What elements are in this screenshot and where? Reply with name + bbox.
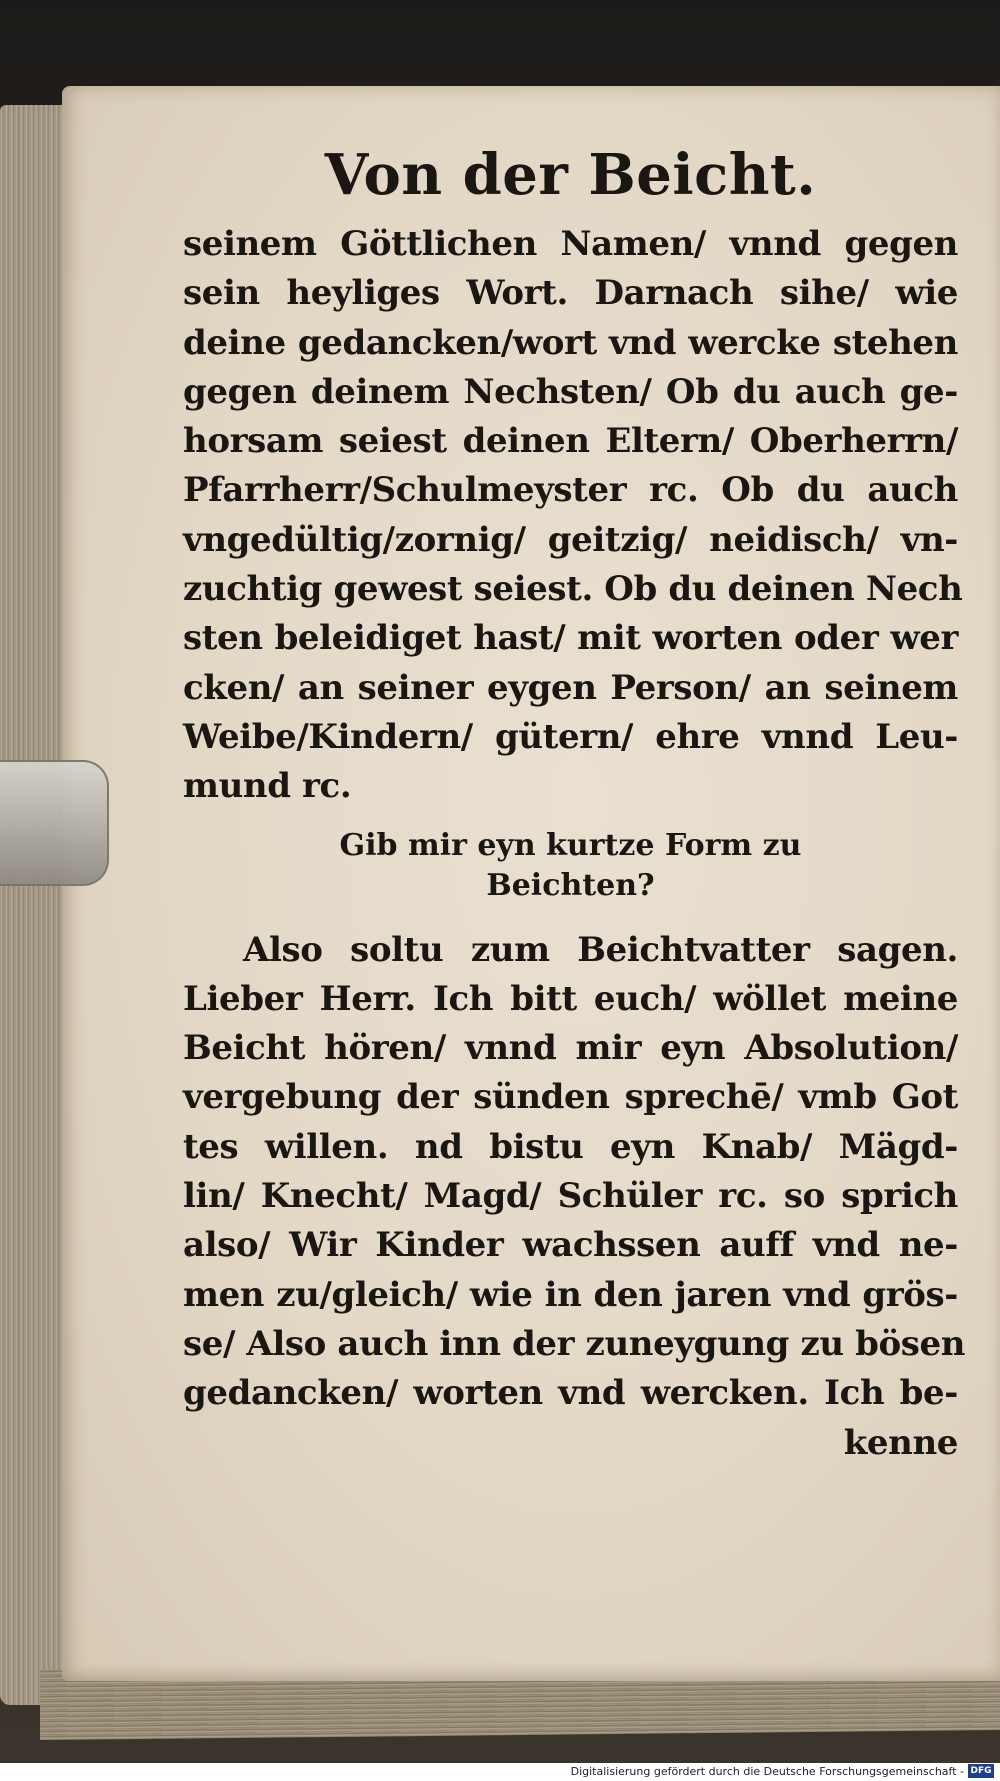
text-line: se/ Also auch inn der zuneygung zu bösen [183,1323,966,1364]
text-line: Lieber Herr. Ich bitt euch/ wöllet meine [183,978,958,1019]
text-line: gedancken/ worten vnd wercken. Ich be- [183,1373,958,1414]
text-line: sein heyliges Wort. Darnach sihe/ wie [183,273,958,314]
text-line: men zu/gleich/ wie in den jaren vnd grös- [183,1274,958,1315]
text-line: tes willen. nd bistu eyn Knab/ Mägd- [183,1126,958,1167]
footer-credit: Digitalisierung gefördert durch die Deutsche Forschungsgemeinschaft - [570,1765,964,1778]
catchword: kenne [843,1422,958,1463]
text-line: also/ Wir Kinder wachssen auff vnd ne- [183,1225,958,1266]
paragraph-2 [183,926,966,1468]
paragraph-1 [183,220,963,812]
page-clip [0,760,109,886]
text-line: vergebung der sünden sprechē/ vmb Got [183,1077,958,1118]
text-line: Pfarrherr/Schulmeyster rc. Ob du auch [183,470,958,511]
page-text [183,140,966,1468]
spacer [183,906,958,926]
text-line: horsam seiest deinen Eltern/ Oberherrn/ [183,421,958,462]
text-line: seinem Göttlichen Namen/ vnnd gegen [183,224,958,264]
text-line: mund rc. [183,766,352,807]
text-line: lin/ Knecht/ Magd/ Schüler rc. so sprich [183,1176,958,1217]
text-line: zuchtig gewest seiest. Ob du deinen Nech [183,569,963,610]
text-line: Beicht hören/ vnnd mir eyn Absolution/ [183,1028,958,1069]
text-line: Weibe/Kindern/ gütern/ ehre vnnd Leu- [183,716,958,757]
text-line: cken/ an seiner eygen Person/ an seinem [183,667,958,708]
text-line: deine gedancken/wort vnd wercke stehen [183,322,958,363]
text-line: sten beleidiget hast/ mit worten oder wer [183,618,958,659]
text-line: gegen deinem Nechsten/ Ob du auch ge- [183,371,958,412]
section-subheading: Gib mir eyn kurtze Form zu [339,827,802,863]
text-line: Also soltu zum Beichtvatter sagen. [243,929,958,970]
text-line: vngedültig/zornig/ geitzig/ neidisch/ vn- [183,519,958,560]
page-heading: Von der Beicht. [324,142,817,208]
section-subheading: Beichten? [486,867,655,903]
dfg-logo: DFG [968,1764,994,1778]
